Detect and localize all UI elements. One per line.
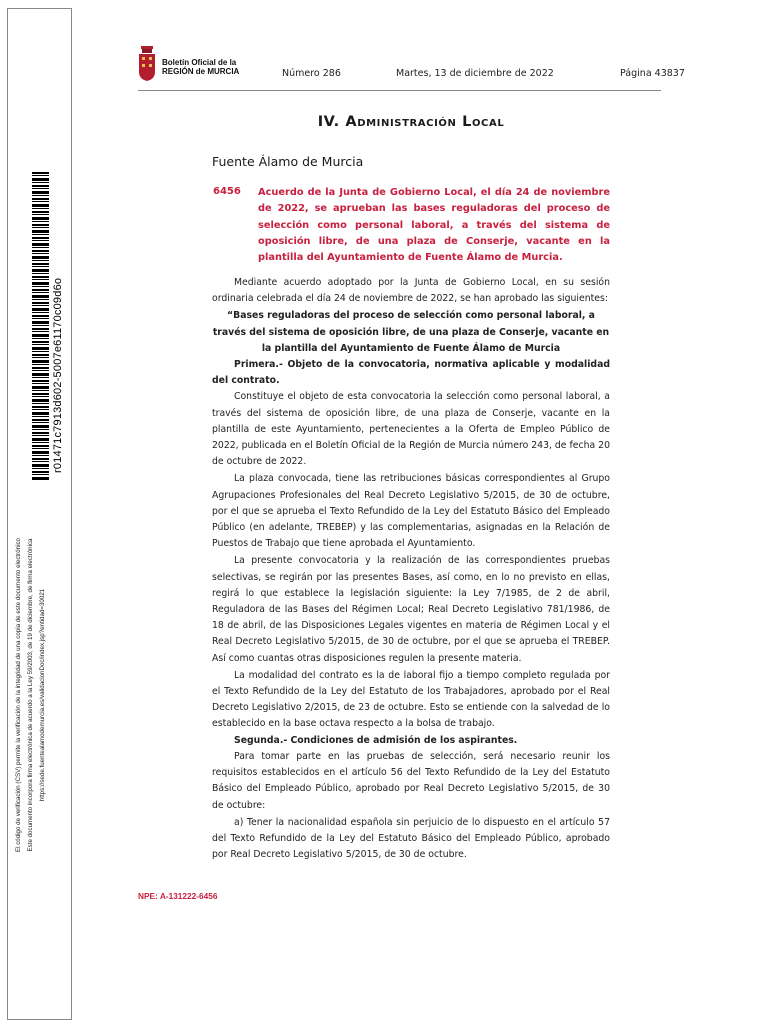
announcement-title: Acuerdo de la Junta de Gobierno Local, el día 24 de noviembre de 2022, se aprueban las bases reguladoras del proceso de selección como personal laboral, a través del sistema de oposición libre, de una plaza de Conserje, vacante en la plantilla del Ayuntamiento de Fuente Álamo de Murcia. <box>258 187 610 264</box>
region-crest-icon <box>138 46 156 82</box>
clause-heading-segunda: Segunda.- Condiciones de admisión de los aspirantes. <box>234 734 518 746</box>
bases-heading: “Bases reguladoras del proceso de selección como personal laboral, a través del sistema de oposición libre, de una plaza de Conserje, vacante en la plantilla del Ayuntamiento de Fuente Álamo de Murcia <box>212 310 610 354</box>
csv-note-line-3: https://sede.fuentealamodemurcia.es/validacionDoc/index.jsp?entidad=30021 <box>39 588 46 802</box>
header-divider <box>138 90 661 91</box>
clause-heading-primera: Primera.- Objeto de la convocatoria, normativa aplicable y modalidad del contrato. <box>212 359 610 387</box>
body-paragraph: La modalidad del contrato es la de laboral fijo a tiempo completo regulada por el Texto Refundido de la Ley del Estatuto de los Trabajadores, aprobado por el Real Decreto Legislativo 2/2015, de 23 de octubre. Esto se entiende con la salvedad de lo establecido en la base octava respecto a la bolsa de trabajo. <box>212 669 610 730</box>
csv-note-line-1: El código de verificación (CSV) permite la verificación de la integridad de una copia de este documento electrónico <box>15 537 22 853</box>
body-paragraph: a) Tener la nacionalidad española sin perjuicio de lo dispuesto en el artículo 57 del Texto Refundido de la Ley del Estatuto Básico del Empleado Público, aprobado por Real Decreto Legislativo 5/2015, de 30 de octubre. <box>212 816 610 861</box>
body-paragraph: La plaza convocada, tiene las retribuciones básicas correspondientes al Grupo Agrupaciones Profesionales del Real Decreto Legislativo 5/2015, de 30 de octubre, por el que se aprueba el Texto Refundido de la Ley del Estatuto Básico del Empleado Público (en adelante, TREBEP) y las complementarias, asignadas en la Relación de Puestos de Trabajo que tiene aprobada el Ayuntamiento. <box>212 473 610 550</box>
body-paragraph: La presente convocatoria y la realización de las correspondientes pruebas selectivas, se regirán por las presentes Bases, así como, en lo no previsto en ellas, regirá lo que establece la legislación siguiente: la Ley 7/1985, de 2 de abril, Reguladora de las Bases del Régimen Local; Real Decreto Legislativo 781/1986, de 18 de abril, de las Disposiciones Legales vigentes en materia de Régimen Local y el Real Decreto Legislativo 5/2015, de 30 de octubre, por el que se aprueba el TREBEP. Así como cuantas otras disposiciones regulen la presente materia. <box>212 555 610 664</box>
issue-number: Número 286 <box>282 68 341 79</box>
npe-code: NPE: A-131222-6456 <box>138 891 218 901</box>
section-title: IV. Administración Local <box>317 114 505 130</box>
bulletin-name <box>162 58 239 76</box>
csv-code-text: r01471c7913d602-5007e61170c09d6o <box>52 277 64 473</box>
csv-note-line-2: Este documento incorpora firma electrónica de acuerdo a la Ley 59/2003, de 19 de diciembre, de firma electrónica <box>27 538 34 852</box>
page-header <box>138 44 685 90</box>
issue-date: Martes, 13 de diciembre de 2022 <box>396 68 554 79</box>
entity-name: Fuente Álamo de Murcia <box>212 154 364 169</box>
body-paragraph: Mediante acuerdo adoptado por la Junta de Gobierno Local, en su sesión ordinaria celebrada el día 24 de noviembre de 2022, se han aprobado las siguientes: <box>212 277 610 305</box>
bulletin-name-line-1: Boletín Oficial de la <box>162 58 237 67</box>
body-paragraph: Para tomar parte en las pruebas de selección, será necesario reunir los requisitos establecidos en el artículo 56 del Texto Refundido de la Ley del Estatuto Básico del Empleado Público, aprobado por Real Decreto Legislativo 5/2015, de 30 de octubre: <box>212 750 610 811</box>
document-body <box>212 275 610 863</box>
page-number: Página 43837 <box>620 68 685 79</box>
bulletin-name-line-2: REGIÓN de MURCIA <box>162 67 240 76</box>
body-paragraph: Constituye el objeto de esta convocatoria la selección como personal laboral, a través del sistema de oposición libre, de una plaza de Conserje, vacante en la plantilla de este Ayuntamiento, pertenecientes a la Oferta de Empleo Público de 2022, publicada en el Boletín Oficial de la Región de Murcia número 243, de fecha 20 de octubre de 2022. <box>212 391 610 468</box>
announcement-number: 6456 <box>213 186 241 197</box>
csv-barcode <box>32 172 49 480</box>
